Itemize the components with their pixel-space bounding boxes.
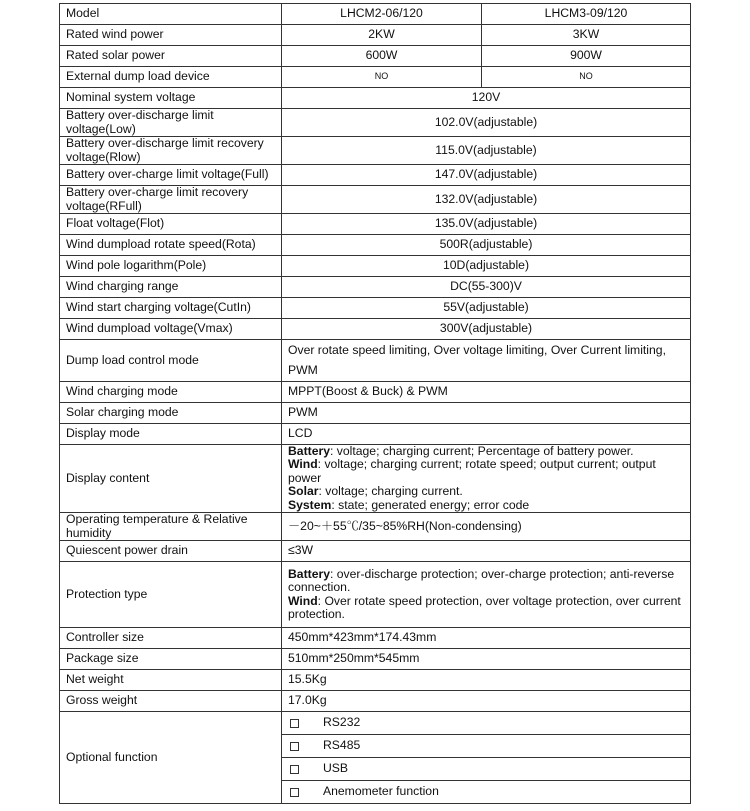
- protection-battery: [288, 568, 684, 595]
- row-label: Optional function: [60, 712, 282, 804]
- row-label: Display content: [60, 445, 282, 513]
- row-label: Rated wind power: [60, 25, 282, 46]
- row-display-content: [60, 445, 691, 513]
- value: 15.5Kg: [282, 670, 691, 691]
- option-item: [282, 735, 691, 758]
- value: 500R(adjustable): [282, 235, 691, 256]
- row-external-dump-load: [60, 67, 691, 88]
- row-label: Package size: [60, 649, 282, 670]
- row-label: Net weight: [60, 670, 282, 691]
- row-label: Solar charging mode: [60, 403, 282, 424]
- value: 55V(adjustable): [282, 298, 691, 319]
- value: 120V: [282, 88, 691, 109]
- wind-text: : Over rotate speed protection, over voltage protection, over current protection.: [288, 593, 681, 622]
- row-label: Operating temperature & Relative humidity: [60, 513, 282, 541]
- option-item: [282, 781, 691, 804]
- value: 102.0V(adjustable): [282, 109, 691, 137]
- row-rated-solar-power: [60, 46, 691, 67]
- option-item: [282, 712, 691, 735]
- row-label: External dump load device: [60, 67, 282, 88]
- row-net-weight: [60, 670, 691, 691]
- row-label: Battery over-charge limit voltage(Full): [60, 165, 282, 186]
- value-line-1: Over rotate speed limiting, Over voltage limiting, Over Current limiting,: [288, 342, 666, 357]
- value-line-2: PWM: [288, 362, 318, 377]
- row-label: Float voltage(Flot): [60, 214, 282, 235]
- value: 300V(adjustable): [282, 319, 691, 340]
- value-2: 3KW: [482, 25, 691, 46]
- row-label: Controller size: [60, 628, 282, 649]
- battery-key: Battery: [288, 444, 330, 458]
- option-label: RS232: [323, 715, 361, 730]
- value: －20~＋55℃/35~85%RH(Non-condensing): [282, 513, 691, 541]
- row-quiescent-drain: [60, 541, 691, 562]
- wind-text: : voltage; charging current; rotate speed; output current; output power: [288, 457, 656, 485]
- option-label: RS485: [323, 738, 361, 753]
- value: 17.0Kg: [282, 691, 691, 712]
- model-1: LHCM2-06/120: [282, 4, 482, 25]
- row-float-voltage: [60, 214, 691, 235]
- row-wind-start-voltage: [60, 298, 691, 319]
- row-label: Nominal system voltage: [60, 88, 282, 109]
- row-label: Battery over-charge limit recovery voltage(RFull): [60, 186, 282, 214]
- value: 10D(adjustable): [282, 256, 691, 277]
- option-label: USB: [323, 761, 349, 776]
- value-2: NO: [482, 67, 691, 88]
- value-2: 900W: [482, 46, 691, 67]
- row-protection: [60, 562, 691, 628]
- battery-text: : voltage; charging current; Percentage of battery power.: [330, 444, 634, 458]
- row-label: Wind pole logarithm(Pole): [60, 256, 282, 277]
- row-wind-charging-mode: [60, 382, 691, 403]
- value: LCD: [282, 424, 691, 445]
- value: [282, 562, 691, 628]
- row-dump-load-control: [60, 340, 691, 382]
- row-label: Rated solar power: [60, 46, 282, 67]
- value-1: 2KW: [282, 25, 482, 46]
- checkbox-icon: [290, 765, 299, 774]
- display-system: [288, 499, 684, 512]
- value: MPPT(Boost & Buck) & PWM: [282, 382, 691, 403]
- checkbox-icon: [290, 742, 299, 751]
- value: 132.0V(adjustable): [282, 186, 691, 214]
- row-label: Quiescent power drain: [60, 541, 282, 562]
- value: DC(55-300)V: [282, 277, 691, 298]
- value: 450mm*423mm*174.43mm: [282, 628, 691, 649]
- row-label: Battery over-discharge limit voltage(Low): [60, 109, 282, 137]
- row-label: Protection type: [60, 562, 282, 628]
- row-label: Wind dumpload rotate speed(Rota): [60, 235, 282, 256]
- row-display-mode: [60, 424, 691, 445]
- system-text: : state; generated energy; error code: [331, 497, 530, 512]
- row-label: Wind dumpload voltage(Vmax): [60, 319, 282, 340]
- row-wind-charging-range: [60, 277, 691, 298]
- row-wind-pole-log: [60, 256, 691, 277]
- system-key: System: [288, 497, 332, 512]
- value-1: NO: [282, 67, 482, 88]
- value: ≤3W: [282, 541, 691, 562]
- row-wind-dumpload-voltage: [60, 319, 691, 340]
- row-label: Wind start charging voltage(CutIn): [60, 298, 282, 319]
- row-label: Model: [60, 4, 282, 25]
- row-package-size: [60, 649, 691, 670]
- row-batt-over-charge-recovery: [60, 186, 691, 214]
- option-item: [282, 758, 691, 781]
- row-label: Wind charging mode: [60, 382, 282, 403]
- checkbox-icon: [290, 719, 299, 728]
- value: PWM: [282, 403, 691, 424]
- value: 115.0V(adjustable): [282, 137, 691, 165]
- row-batt-over-discharge: [60, 109, 691, 137]
- model-2: LHCM3-09/120: [482, 4, 691, 25]
- battery-key: Battery: [288, 566, 330, 581]
- row-nominal-voltage: [60, 88, 691, 109]
- value: [282, 445, 691, 513]
- wind-key: Wind: [288, 593, 318, 608]
- row-wind-dumpload-speed: [60, 235, 691, 256]
- value: 147.0V(adjustable): [282, 165, 691, 186]
- solar-text: : voltage; charging current.: [318, 484, 463, 499]
- row-solar-charging-mode: [60, 403, 691, 424]
- row-label: Battery over-discharge limit recovery voltage(Rlow): [60, 137, 282, 165]
- protection-wind: [288, 595, 684, 622]
- row-operating-temp: [60, 513, 691, 541]
- checkbox-icon: [290, 788, 299, 797]
- row-label: Dump load control mode: [60, 340, 282, 382]
- display-wind: [288, 458, 684, 485]
- row-rated-wind-power: [60, 25, 691, 46]
- battery-text: : over-discharge protection; over-charge protection; anti-reverse connection.: [288, 566, 675, 595]
- row-label: Wind charging range: [60, 277, 282, 298]
- value: [282, 340, 691, 382]
- row-label: Display mode: [60, 424, 282, 445]
- row-gross-weight: [60, 691, 691, 712]
- value: 135.0V(adjustable): [282, 214, 691, 235]
- row-controller-size: [60, 628, 691, 649]
- display-battery: [288, 445, 684, 458]
- option-label: Anemometer function: [323, 784, 439, 799]
- row-model: [60, 4, 691, 25]
- display-solar: [288, 485, 684, 498]
- wind-key: Wind: [288, 457, 318, 472]
- row-batt-over-discharge-recovery: [60, 137, 691, 165]
- row-label: Gross weight: [60, 691, 282, 712]
- spec-table: [59, 3, 691, 804]
- row-optional-function: [60, 712, 691, 735]
- row-batt-over-charge: [60, 165, 691, 186]
- value: 510mm*250mm*545mm: [282, 649, 691, 670]
- value-1: 600W: [282, 46, 482, 67]
- solar-key: Solar: [288, 484, 319, 499]
